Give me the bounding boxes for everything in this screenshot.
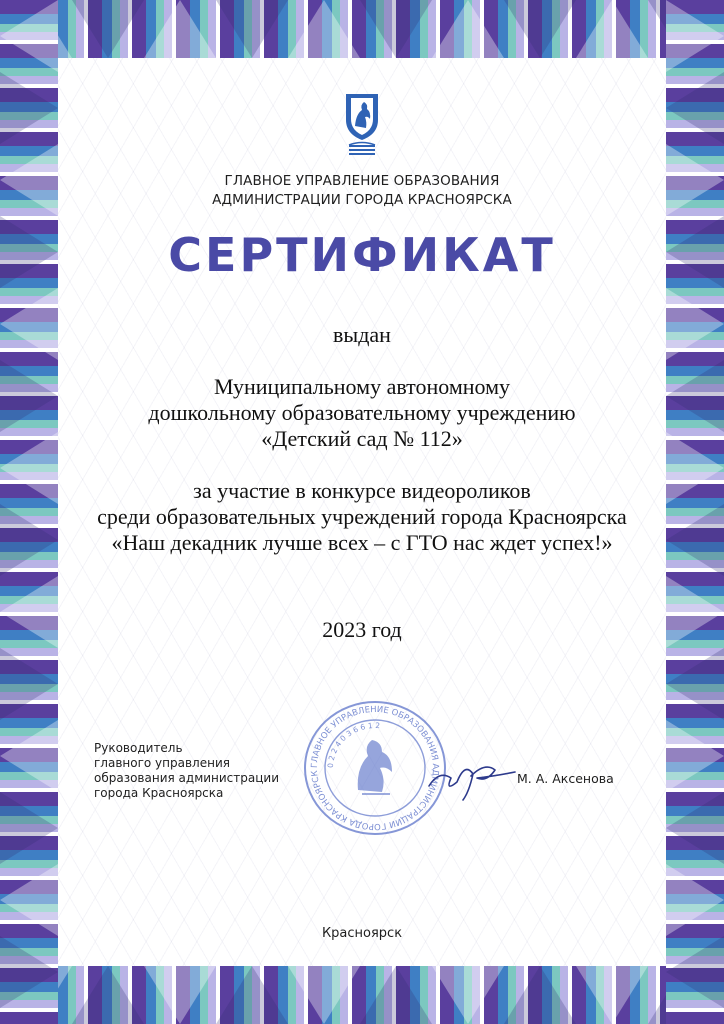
- stamp-number-text: 0 2 2 4 0 3 6 6 1 2: [325, 720, 381, 769]
- border-right: [666, 0, 724, 1024]
- certificate-title: СЕРТИФИКАТ: [168, 228, 556, 282]
- krasnoyarsk-emblem-icon: [343, 92, 381, 158]
- recipient-line-2: дошкольному образовательному учреждению: [148, 400, 576, 425]
- border-bottom: [0, 966, 724, 1024]
- recipient-line-3: «Детский сад № 112»: [261, 426, 463, 451]
- recipient-block: [90, 374, 634, 452]
- reason-line-2: среди образовательных учреждений города Красноярска: [97, 504, 627, 529]
- reason-block: [80, 478, 644, 556]
- signer-position-line-2: главного управления: [94, 756, 230, 770]
- signer-position-line-1: Руководитель: [94, 741, 183, 755]
- signer-position-line-3: образования администрации: [94, 771, 280, 785]
- handwritten-signature-icon: [425, 752, 520, 802]
- recipient-line-1: Муниципальному автономному: [213, 374, 511, 399]
- border-left: [0, 0, 58, 1024]
- signer-position-line-4: города Красноярска: [94, 786, 224, 800]
- certificate-year: 2023 год: [322, 617, 402, 642]
- signer-name: М. А. Аксенова: [517, 771, 614, 786]
- organization-name: [120, 172, 604, 210]
- organization-line-1: ГЛАВНОЕ УПРАВЛЕНИЕ ОБРАЗОВАНИЯ: [224, 173, 500, 189]
- signer-position: [94, 741, 314, 801]
- reason-line-3: «Наш декадник лучше всех – с ГТО нас ждет успех!»: [111, 530, 613, 555]
- border-top: [0, 0, 724, 58]
- reason-line-1: за участие в конкурсе видеороликов: [193, 478, 531, 503]
- city-name: Красноярск: [321, 926, 403, 941]
- organization-line-2: АДМИНИСТРАЦИИ ГОРОДА КРАСНОЯРСКА: [212, 192, 512, 208]
- issued-label: выдан: [333, 322, 391, 347]
- stamp-ring-text: ГЛАВНОЕ УПРАВЛЕНИЕ ОБРАЗОВАНИЯ АДМИНИСТРАЦИИ ГОРОДА КРАСНОЯРСК: [309, 704, 441, 832]
